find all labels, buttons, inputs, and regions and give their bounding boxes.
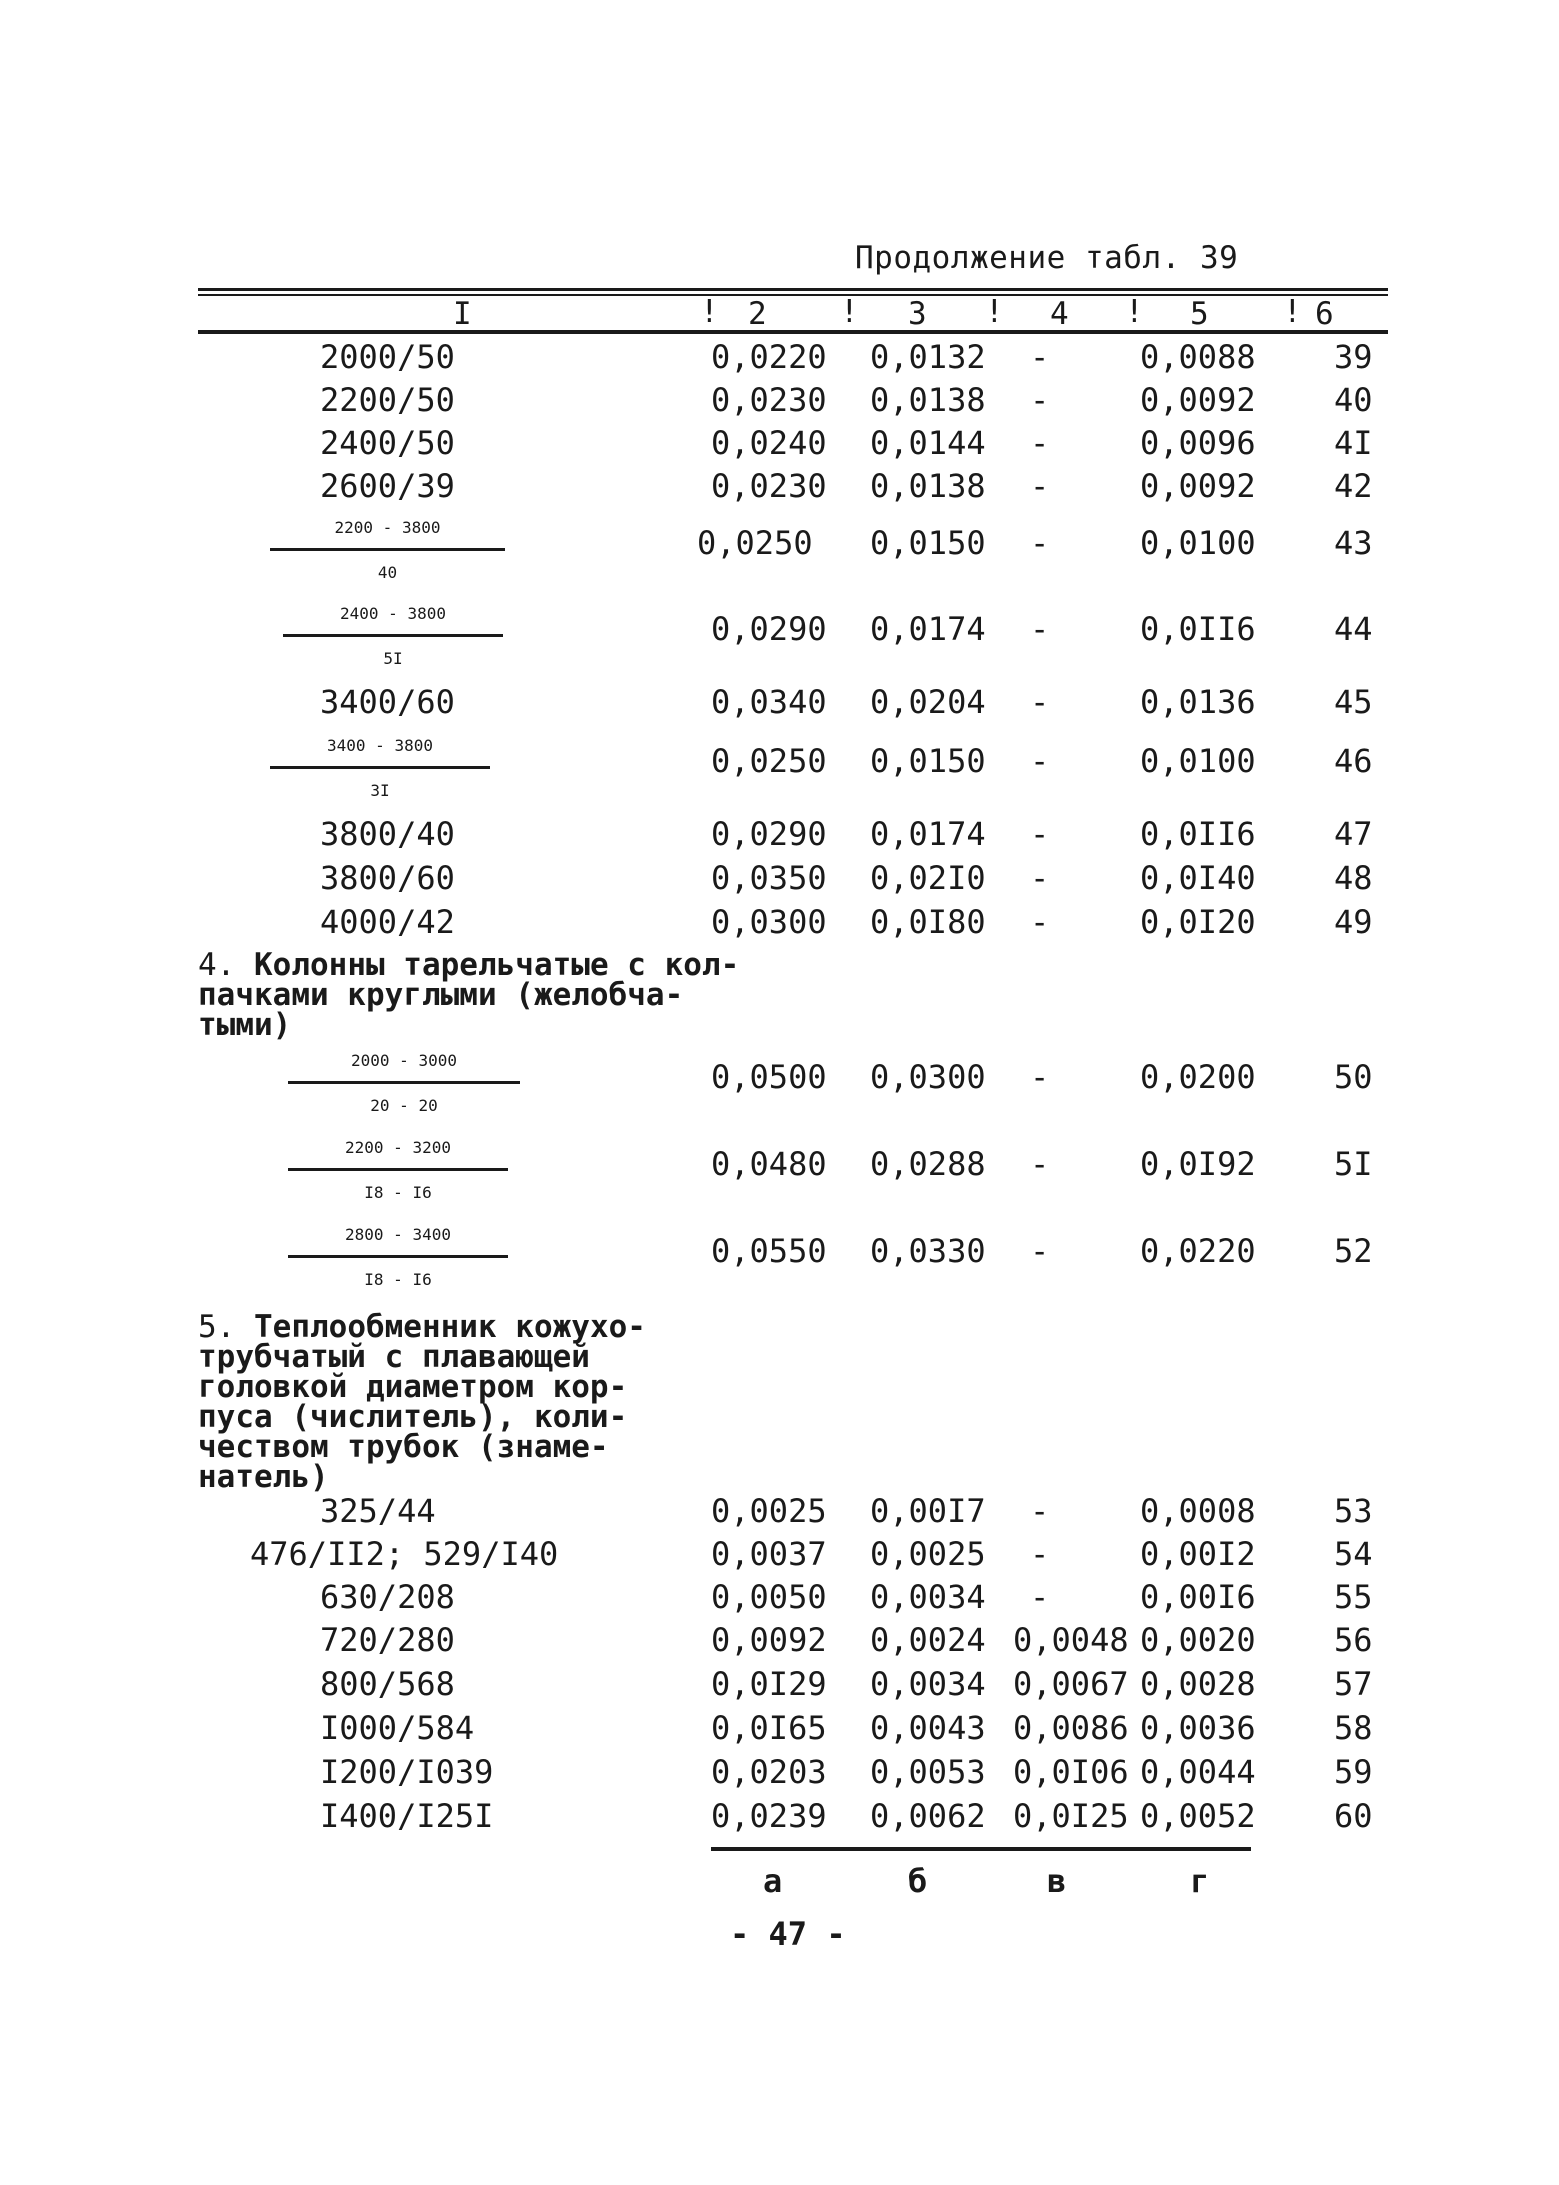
cell-col5: 0,0100 <box>1140 742 1256 780</box>
cell-col5: 0,0092 <box>1140 381 1256 419</box>
cell-col3: 0,0053 <box>870 1753 986 1791</box>
cell-col4: - <box>1030 610 1050 648</box>
cell-designation: 2000/50 <box>320 338 455 376</box>
cell-col5: 0,0096 <box>1140 424 1256 462</box>
cell-col5: 0,0I40 <box>1140 859 1256 897</box>
cell-row-number: 54 <box>1334 1535 1373 1573</box>
cell-col4: - <box>1030 1492 1050 1530</box>
cell-col3: 0,0288 <box>870 1145 986 1183</box>
cell-row-number: 5I <box>1334 1145 1373 1183</box>
section-number: 4. <box>198 947 236 983</box>
cell-row-number: 45 <box>1334 683 1373 721</box>
fraction-designation <box>288 1215 508 1302</box>
cell-col5: 0,0100 <box>1140 524 1256 562</box>
cell-col5: 0,0092 <box>1140 467 1256 505</box>
cell-col5: 0,0028 <box>1140 1665 1256 1703</box>
cell-col4: - <box>1030 815 1050 853</box>
section-4-heading <box>198 947 740 1043</box>
cell-col2: 0,0300 <box>711 903 827 941</box>
cell-col2: 0,0I29 <box>711 1665 827 1703</box>
cell-col4: 0,0I25 <box>1013 1797 1129 1835</box>
cell-col3: 0,0174 <box>870 610 986 648</box>
fraction-designation <box>288 1128 508 1215</box>
cell-row-number: 43 <box>1334 524 1373 562</box>
cell-col3: 0,02I0 <box>870 859 986 897</box>
cell-row-number: 49 <box>1334 903 1373 941</box>
cell-row-number: 53 <box>1334 1492 1373 1530</box>
cell-col3: 0,0138 <box>870 467 986 505</box>
cell-designation: 800/568 <box>320 1665 455 1703</box>
cell-col5: 0,00I6 <box>1140 1578 1256 1616</box>
cell-designation: 630/208 <box>320 1578 455 1616</box>
cell-col3: 0,0034 <box>870 1578 986 1616</box>
columns-bottom-rule <box>711 1847 1251 1851</box>
section-text: Колонны тарельчатые с кол- пачками круглыми (желобча- тыми) <box>198 947 740 1043</box>
cell-col2: 0,0I65 <box>711 1709 827 1747</box>
cell-col3: 0,0330 <box>870 1232 986 1270</box>
column-letter-v: в <box>1047 1862 1067 1900</box>
cell-col3: 0,0043 <box>870 1709 986 1747</box>
cell-designation: 2200/50 <box>320 381 455 419</box>
cell-designation: 325/44 <box>320 1492 436 1530</box>
cell-col4: - <box>1030 742 1050 780</box>
cell-row-number: 4I <box>1334 424 1373 462</box>
column-separator: ! <box>985 294 1004 330</box>
cell-col2: 0,0239 <box>711 1797 827 1835</box>
cell-col3: 0,0138 <box>870 381 986 419</box>
column-separator: ! <box>700 294 719 330</box>
cell-col2: 0,0350 <box>711 859 827 897</box>
fraction-denominator: I8 - I6 <box>364 1270 432 1289</box>
cell-col2: 0,0240 <box>711 424 827 462</box>
cell-row-number: 40 <box>1334 381 1373 419</box>
cell-col2: 0,0220 <box>711 338 827 376</box>
cell-row-number: 50 <box>1334 1058 1373 1096</box>
cell-col4: - <box>1030 1578 1050 1616</box>
cell-row-number: 57 <box>1334 1665 1373 1703</box>
column-letter-b: б <box>908 1862 928 1900</box>
column-separator: ! <box>840 294 859 330</box>
cell-designation: I200/I039 <box>320 1753 494 1791</box>
cell-col3: 0,0062 <box>870 1797 986 1835</box>
fraction-denominator: 40 <box>377 563 398 582</box>
cell-col2: 0,0340 <box>711 683 827 721</box>
cell-col3: 0,0174 <box>870 815 986 853</box>
cell-col4: - <box>1030 424 1050 462</box>
column-separator: ! <box>1283 294 1302 330</box>
cell-col4: - <box>1030 903 1050 941</box>
fraction-denominator: I8 - I6 <box>364 1183 432 1202</box>
cell-row-number: 59 <box>1334 1753 1373 1791</box>
fraction-numerator: 2400 - 3800 <box>283 594 503 637</box>
cell-row-number: 56 <box>1334 1621 1373 1659</box>
cell-row-number: 55 <box>1334 1578 1373 1616</box>
fraction-numerator: 2800 - 3400 <box>288 1215 508 1258</box>
header-rule-bottom <box>198 330 1388 334</box>
cell-col4: - <box>1030 524 1050 562</box>
cell-col2: 0,0025 <box>711 1492 827 1530</box>
cell-col2: 0,0290 <box>711 815 827 853</box>
cell-col5: 0,0II6 <box>1140 815 1256 853</box>
cell-col5: 0,00I2 <box>1140 1535 1256 1573</box>
cell-row-number: 60 <box>1334 1797 1373 1835</box>
cell-col3: 0,0025 <box>870 1535 986 1573</box>
cell-col4: - <box>1030 381 1050 419</box>
cell-col2: 0,0050 <box>711 1578 827 1616</box>
cell-designation: 3400/60 <box>320 683 455 721</box>
fraction-numerator: 2200 - 3200 <box>288 1128 508 1171</box>
column-separator: ! <box>1125 294 1144 330</box>
cell-col4: - <box>1030 467 1050 505</box>
fraction-denominator: 5I <box>383 649 403 668</box>
cell-col5: 0,0I92 <box>1140 1145 1256 1183</box>
cell-col2: 0,0550 <box>711 1232 827 1270</box>
fraction-designation <box>270 726 490 813</box>
cell-designation: 476/II2; 529/I40 <box>250 1535 559 1573</box>
cell-col5: 0,0052 <box>1140 1797 1256 1835</box>
cell-col4: - <box>1030 1232 1050 1270</box>
cell-col3: 0,0034 <box>870 1665 986 1703</box>
cell-row-number: 39 <box>1334 338 1373 376</box>
cell-designation: 3800/40 <box>320 815 455 853</box>
cell-col4: - <box>1030 1145 1050 1183</box>
cell-col3: 0,0150 <box>870 524 986 562</box>
cell-row-number: 42 <box>1334 467 1373 505</box>
cell-col5: 0,0II6 <box>1140 610 1256 648</box>
cell-col2: 0,0230 <box>711 467 827 505</box>
cell-col3: 0,0024 <box>870 1621 986 1659</box>
column-header-2: 2 <box>748 296 767 332</box>
section-text: Теплообменник кожухо- трубчатый с плавающей головкой диаметром кор- пуса (числитель), коли- чеством трубок (знаме- натель) <box>198 1309 646 1495</box>
cell-col4: 0,0I06 <box>1013 1753 1129 1791</box>
cell-col3: 0,0150 <box>870 742 986 780</box>
cell-col4: - <box>1030 1535 1050 1573</box>
cell-col2: 0,0230 <box>711 381 827 419</box>
column-header-4: 4 <box>1050 296 1069 332</box>
fraction-denominator: 20 - 20 <box>370 1096 438 1115</box>
column-letter-g: г <box>1190 1862 1210 1900</box>
cell-row-number: 47 <box>1334 815 1373 853</box>
column-letter-a: а <box>763 1862 783 1900</box>
cell-col5: 0,0044 <box>1140 1753 1256 1791</box>
fraction-numerator: 3400 - 3800 <box>270 726 490 769</box>
cell-col5: 0,0220 <box>1140 1232 1256 1270</box>
table-caption: Продолжение табл. 39 <box>855 240 1239 276</box>
fraction-denominator: 3I <box>370 781 390 800</box>
page-number: - 47 - <box>730 1915 846 1953</box>
cell-col4: 0,0067 <box>1013 1665 1129 1703</box>
cell-designation: 2600/39 <box>320 467 455 505</box>
cell-col3: 0,0132 <box>870 338 986 376</box>
cell-col2: 0,0250 <box>697 524 813 562</box>
fraction-designation <box>270 508 505 595</box>
cell-col5: 0,0008 <box>1140 1492 1256 1530</box>
fraction-numerator: 2200 - 3800 <box>270 508 505 551</box>
cell-col2: 0,0092 <box>711 1621 827 1659</box>
cell-row-number: 46 <box>1334 742 1373 780</box>
cell-designation: I400/I25I <box>320 1797 494 1835</box>
cell-col2: 0,0203 <box>711 1753 827 1791</box>
cell-row-number: 52 <box>1334 1232 1373 1270</box>
cell-designation: 3800/60 <box>320 859 455 897</box>
cell-col3: 0,00I7 <box>870 1492 986 1530</box>
cell-col5: 0,0036 <box>1140 1709 1256 1747</box>
cell-col4: - <box>1030 859 1050 897</box>
cell-col2: 0,0480 <box>711 1145 827 1183</box>
fraction-designation <box>288 1041 520 1128</box>
cell-col5: 0,0020 <box>1140 1621 1256 1659</box>
cell-row-number: 44 <box>1334 610 1373 648</box>
section-number: 5. <box>198 1309 236 1345</box>
cell-col5: 0,0I20 <box>1140 903 1256 941</box>
cell-col3: 0,0I80 <box>870 903 986 941</box>
cell-col4: - <box>1030 338 1050 376</box>
cell-col3: 0,0144 <box>870 424 986 462</box>
cell-row-number: 48 <box>1334 859 1373 897</box>
cell-col5: 0,0088 <box>1140 338 1256 376</box>
cell-col2: 0,0037 <box>711 1535 827 1573</box>
cell-col5: 0,0200 <box>1140 1058 1256 1096</box>
column-header-5: 5 <box>1190 296 1209 332</box>
column-header-6: 6 <box>1315 296 1334 332</box>
cell-col2: 0,0290 <box>711 610 827 648</box>
cell-col4: - <box>1030 1058 1050 1096</box>
cell-col2: 0,0500 <box>711 1058 827 1096</box>
section-5-heading <box>198 1309 646 1495</box>
cell-col4: - <box>1030 683 1050 721</box>
column-header-1: I <box>453 296 472 332</box>
fraction-designation <box>283 594 503 681</box>
fraction-numerator: 2000 - 3000 <box>288 1041 520 1084</box>
cell-col2: 0,0250 <box>711 742 827 780</box>
cell-row-number: 58 <box>1334 1709 1373 1747</box>
cell-designation: 720/280 <box>320 1621 455 1659</box>
header-rule-top-inner <box>198 294 1388 296</box>
cell-designation: 2400/50 <box>320 424 455 462</box>
cell-col3: 0,0204 <box>870 683 986 721</box>
cell-col4: 0,0048 <box>1013 1621 1129 1659</box>
cell-designation: I000/584 <box>320 1709 475 1747</box>
cell-col5: 0,0136 <box>1140 683 1256 721</box>
cell-col3: 0,0300 <box>870 1058 986 1096</box>
cell-col4: 0,0086 <box>1013 1709 1129 1747</box>
column-header-3: 3 <box>908 296 927 332</box>
header-rule-top <box>198 288 1388 291</box>
cell-designation: 4000/42 <box>320 903 455 941</box>
